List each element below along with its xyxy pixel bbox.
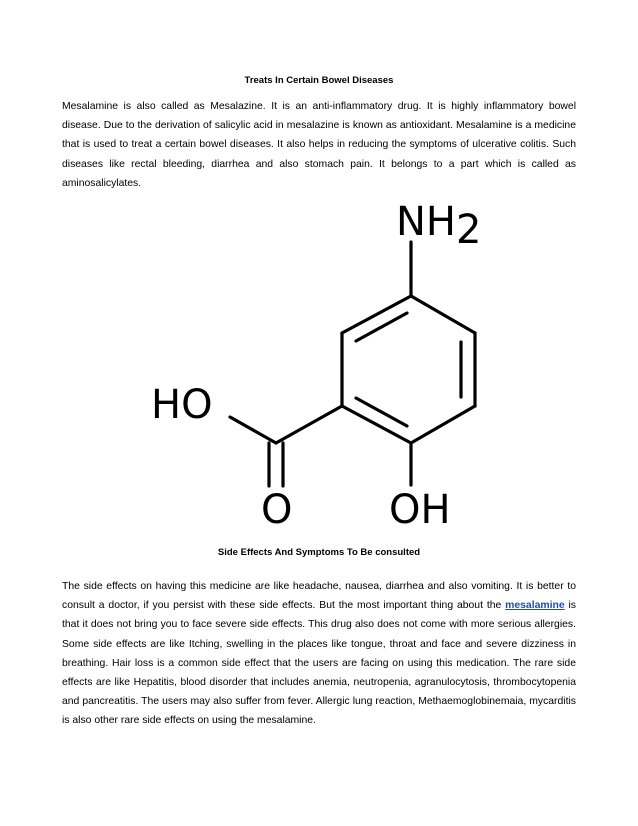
mesalamine-structure-diagram: [130, 190, 510, 535]
ring-bond-top-right: [411, 296, 475, 333]
o-label: O: [261, 487, 293, 533]
oh-label: OH: [389, 487, 451, 533]
intro-paragraph: Mesalamine is also called as Mesalazine. It is an anti-inflammatory drug. It is highly inflammatory bowel disease. Due to the derivation of salicylic acid in mesalazine is known as antioxidant. Mesalamine is a medicine that is used to treat a certain bowel diseases. It also helps in reducing the symptoms of ulcerative colitis. Such diseases like rectal bleeding, diarrhea and also stomach pain. It belongs to a part which is called as aminosalicylates.: [62, 101, 576, 189]
chemical-structure-svg: [130, 190, 510, 535]
section-heading-bowel-diseases: Treats In Certain Bowel Diseases: [244, 75, 394, 86]
nh2-label: NH2: [396, 199, 482, 253]
carboxyl-bond: [276, 406, 342, 443]
ho-label: HO: [151, 382, 213, 428]
ring-bond-bottom-left: [342, 406, 411, 443]
ring-bond-top-left: [342, 296, 411, 333]
ring-bond-bottom-right: [411, 406, 475, 443]
ring-double-bond-top-left: [356, 313, 407, 341]
side-effects-paragraph: [62, 577, 576, 731]
side-effects-text-after-link: is that it does not bring you to face severe side effects. This drug also does not come with more serious allergies. Some side effects are like Itching, swelling in the places like tongue, throat and face and severe dizziness in breathing. Hair loss is a common side effect that the users are facing on using this medication. The rare side effects are like Hepatitis, blood disorder that includes anemia, neutropenia, agranulocytosis, thrombocytopenia and pancreatitis. The users may also suffer from fever. Allergic lung reaction, Methaemoglobinemaia, mycarditis is also other rare side effects on using the mesalamine.: [62, 600, 576, 727]
section-heading-side-effects: Side Effects And Symptoms To Be consulted: [217, 547, 421, 558]
carboxyl-oh-bond: [230, 417, 276, 443]
ring-double-bond-bottom-left: [356, 398, 407, 426]
side-effects-text-before-link: The side effects on having this medicine are like headache, nausea, diarrhea and also vomiting. It is better to consult a doctor, if you persist with these side effects. But the most important thing about the: [62, 581, 576, 612]
mesalamine-link[interactable]: mesalamine: [505, 600, 565, 612]
